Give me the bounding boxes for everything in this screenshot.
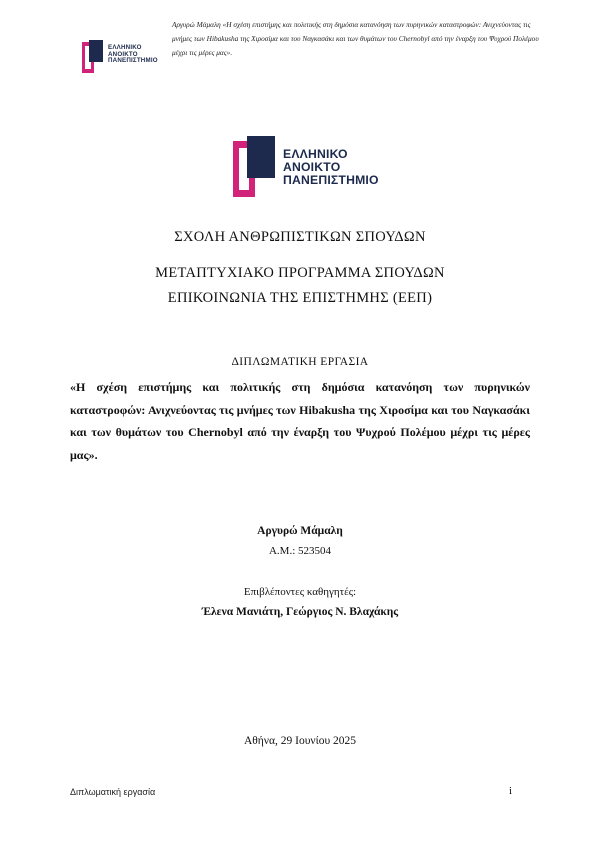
header-logo-text: ΕΛΛΗΝΙΚΟ ΑΝΟΙΚΤΟ ΠΑΝΕΠΙΣΤΗΜΙΟ (108, 44, 158, 65)
student-id: Α.Μ.: 523504 (268, 545, 332, 557)
author-name: Αργυρώ Μάμαλη (257, 525, 343, 537)
supervisors-label: Επιβλέποντες καθηγητές: (243, 586, 357, 598)
university-logo-icon (230, 133, 282, 201)
school-name: ΣΧΟΛΗ ΑΝΘΡΩΠΙΣΤΙΚΩΝ ΣΠΟΥΔΩΝ (174, 229, 426, 245)
program-subtitle: ΕΠΙΚΟΙΝΩΝΙΑ ΤΗΣ ΕΠΙΣΤΗΜΗΣ (ΕΕΠ) (167, 290, 433, 306)
page-number: i (509, 785, 513, 797)
program-name: ΜΕΤΑΠΤΥΧΙΑΚΟ ΠΡΟΓΡΑΜΜΑ ΣΠΟΥΔΩΝ (155, 265, 445, 281)
university-logo-icon (80, 38, 108, 76)
running-header: Αργυρώ Μάμαλη «Η σχέση επιστήμης και πολιτικής στη δημόσια κατανόηση των πυρηνικών καταστροφών: Ανιχνεύοντας τις μνήμες των Hibakusha της Χιροσίμα και του Ναγκασάκι και των θυμάτων του Chernobyl από την έναρξη του Ψυχρού Πολέμου μέχρι τις μέρες μας». (172, 20, 539, 57)
cover-logo (230, 133, 380, 201)
thesis-title: «Η σχέση επιστήμης και πολιτικής στη δημόσια κατανόηση των πυρηνικών καταστροφών: Ανιχνεύοντας τις μνήμες των Hibakusha της Χιροσίμα και του Ναγκασάκι και των θυμάτων του Chernobyl από την έναρξη του Ψυχρού Πολέμου μέχρι τις μέρες μας». (70, 380, 530, 462)
header-logo (80, 38, 158, 76)
place-date: Αθήνα, 29 Ιουνίου 2025 (243, 735, 357, 747)
supervisors-names: Έλενα Μανιάτη, Γεώργιος Ν. Βλαχάκης (201, 606, 399, 618)
cover-logo-text: ΕΛΛΗΝΙΚΟ ΑΝΟΙΚΤΟ ΠΑΝΕΠΙΣΤΗΜΙΟ (283, 147, 379, 188)
thesis-label: ΔΙΠΛΩΜΑΤΙΚΗ ΕΡΓΑΣΙΑ (231, 356, 369, 368)
footer-label: Διπλωματική εργασία (70, 787, 156, 797)
